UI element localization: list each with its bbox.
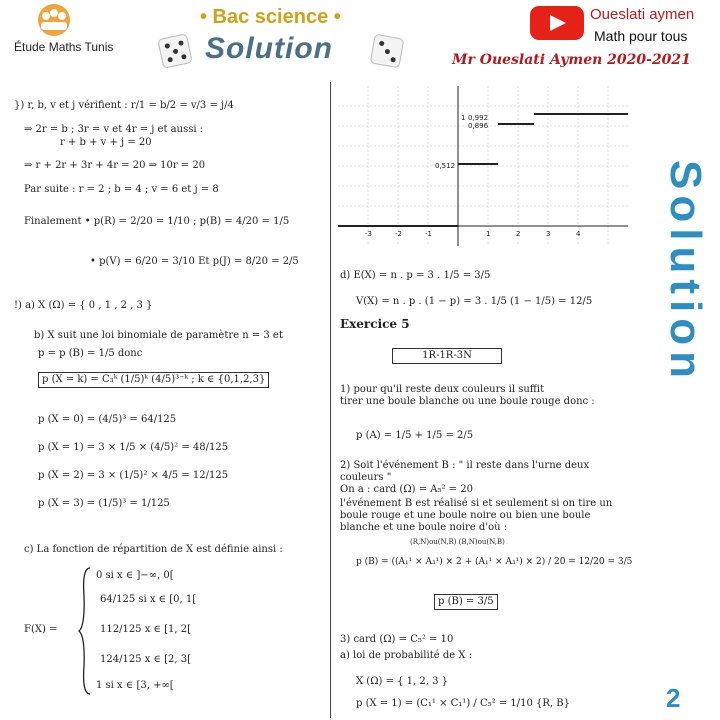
urn-contents-box: 1R-1R-3N	[392, 348, 502, 364]
author-year: Mr Oueslati Aymen 2020-2021	[452, 52, 691, 68]
text-line: ⇒ 2r = b ; 3r = v et 4r = j et aussi :	[24, 124, 204, 135]
text-line: p (X = 2) = 3 × (1/5)² × 4/5 = 12/125	[38, 470, 229, 481]
text-line: p (X = 1) = (C₁¹ × C₁¹) / C₅² = 1/10 {R, B}	[356, 698, 570, 709]
tick-label: -1	[425, 230, 432, 238]
brace-icon	[78, 566, 92, 696]
tick-label: 0,896	[468, 122, 489, 130]
dice-icon	[157, 33, 193, 69]
tick-label: -3	[365, 230, 372, 238]
logo-caption: Étude Maths Tunis	[14, 40, 114, 54]
column-divider	[330, 82, 331, 718]
tick-label: 1	[461, 114, 466, 122]
text-line: p (X = 0) = (4/5)³ = 64/125	[38, 414, 177, 425]
text-line: a) loi de probabilité de X :	[340, 650, 472, 661]
cdf-row: 1 si x ∈ [3, +∞[	[96, 680, 174, 691]
text-line: l'événement B est réalisé si et seulement si on tire un	[340, 498, 613, 509]
cdf-row: 0 si x ∈ ]−∞, 0[	[96, 570, 174, 581]
text-line: p (X = 3) = (1/5)³ = 1/125	[38, 498, 170, 509]
text-line: 2) Soit l'événement B : " il reste dans l'urne deux	[340, 460, 590, 471]
text-line: p = p (B) = 1/5 donc	[38, 348, 143, 359]
sidebar-word: Solution	[661, 160, 710, 384]
text-line: p (A) = 1/5 + 1/5 = 2/5	[356, 430, 474, 441]
text-line: }) r, b, v et j vérifient : r/1 = b/2 = v/3 = j/4	[14, 100, 234, 111]
youtube-icon[interactable]	[530, 6, 584, 40]
cdf-row: 124/125 x ∈ [2, 3[	[100, 654, 192, 665]
tick-label: 4	[576, 230, 581, 238]
tick-label: -2	[395, 230, 402, 238]
page-number: 2	[666, 683, 681, 713]
result-box: p (B) = 3/5	[434, 594, 498, 610]
text-line: blanche et une boule noire d'où :	[340, 522, 508, 533]
tick-label: 1	[486, 230, 491, 238]
binomial-formula-box: p (X = k) = C₃ᵏ (1/5)ᵏ (4/5)³⁻ᵏ ; k ∈ {0,1,2,3}	[38, 372, 269, 388]
text-line: Par suite : r = 2 ; b = 4 ; v = 6 et j = 8	[24, 184, 219, 195]
text-line: Finalement • p(R) = 2/20 = 1/10 ; p(B) = 4/20 = 1/5	[24, 216, 290, 227]
text-line: !) a) X (Ω) = { 0 , 1 , 2 , 3 }	[14, 300, 153, 311]
text-line: • p(V) = 6/20 = 3/10 Et p(J) = 8/20 = 2/5	[90, 256, 299, 267]
tick-label: 0,512	[435, 162, 456, 170]
exercise-title: Exercice 5	[340, 317, 410, 331]
tick-label: 0,992	[468, 114, 489, 122]
channel-subtitle: Math pour tous	[594, 28, 688, 44]
text-line: tirer une boule blanche ou une boule rouge donc :	[340, 396, 595, 407]
text-line: ⇒ r + 2r + 3r + 4r = 20 ⇒ 10r = 20	[24, 160, 206, 171]
dice-icon	[370, 34, 405, 69]
cdf-graph	[338, 86, 628, 246]
cdf-label: F(X) =	[24, 624, 58, 635]
text-line: couleurs "	[340, 472, 392, 483]
text-line: b) X suit une loi binomiale de paramètre n = 3 et	[34, 330, 283, 341]
text-line: d) E(X) = n . p = 3 . 1/5 = 3/5	[340, 270, 491, 281]
text-line: p (B) = ((A₁¹ × A₃¹) × 2 + (A₁¹ × A₃¹) × 2) / 20 = 12/20 = 3/5	[356, 557, 633, 567]
text-line: c) La fonction de répartition de X est définie ainsi :	[24, 544, 283, 555]
sidebar	[660, 160, 710, 510]
text-line: On a : card (Ω) = A₅² = 20	[340, 484, 473, 495]
text-line: 3) card (Ω) = C₅² = 10	[340, 634, 454, 645]
cdf-row: 112/125 x ∈ [1, 2[	[100, 624, 192, 635]
logo-icon	[32, 2, 76, 38]
bac-title: • Bac science •	[200, 6, 341, 28]
solution-title: Solution	[205, 32, 333, 65]
channel-name: Oueslati aymen	[590, 6, 695, 23]
tick-label: 2	[516, 230, 521, 238]
text-line: X (Ω) = { 1, 2, 3 }	[356, 676, 449, 687]
logo	[32, 2, 76, 38]
text-line: (R,N)ou(N,R) (B,N)ou(N,B)	[410, 538, 505, 546]
text-line: V(X) = n . p . (1 − p) = 3 . 1/5 (1 − 1/5) = 12/5	[356, 296, 593, 307]
text-line: r + b + v + j = 20	[60, 137, 152, 148]
text-line: boule rouge et une boule noire ou bien une boule	[340, 510, 591, 521]
cdf-row: 64/125 si x ∈ [0, 1[	[100, 594, 197, 605]
text-line: p (X = 1) = 3 × 1/5 × (4/5)² = 48/125	[38, 442, 229, 453]
tick-label: 3	[546, 230, 551, 238]
text-line: 1) pour qu'il reste deux couleurs il suffit	[340, 384, 545, 395]
